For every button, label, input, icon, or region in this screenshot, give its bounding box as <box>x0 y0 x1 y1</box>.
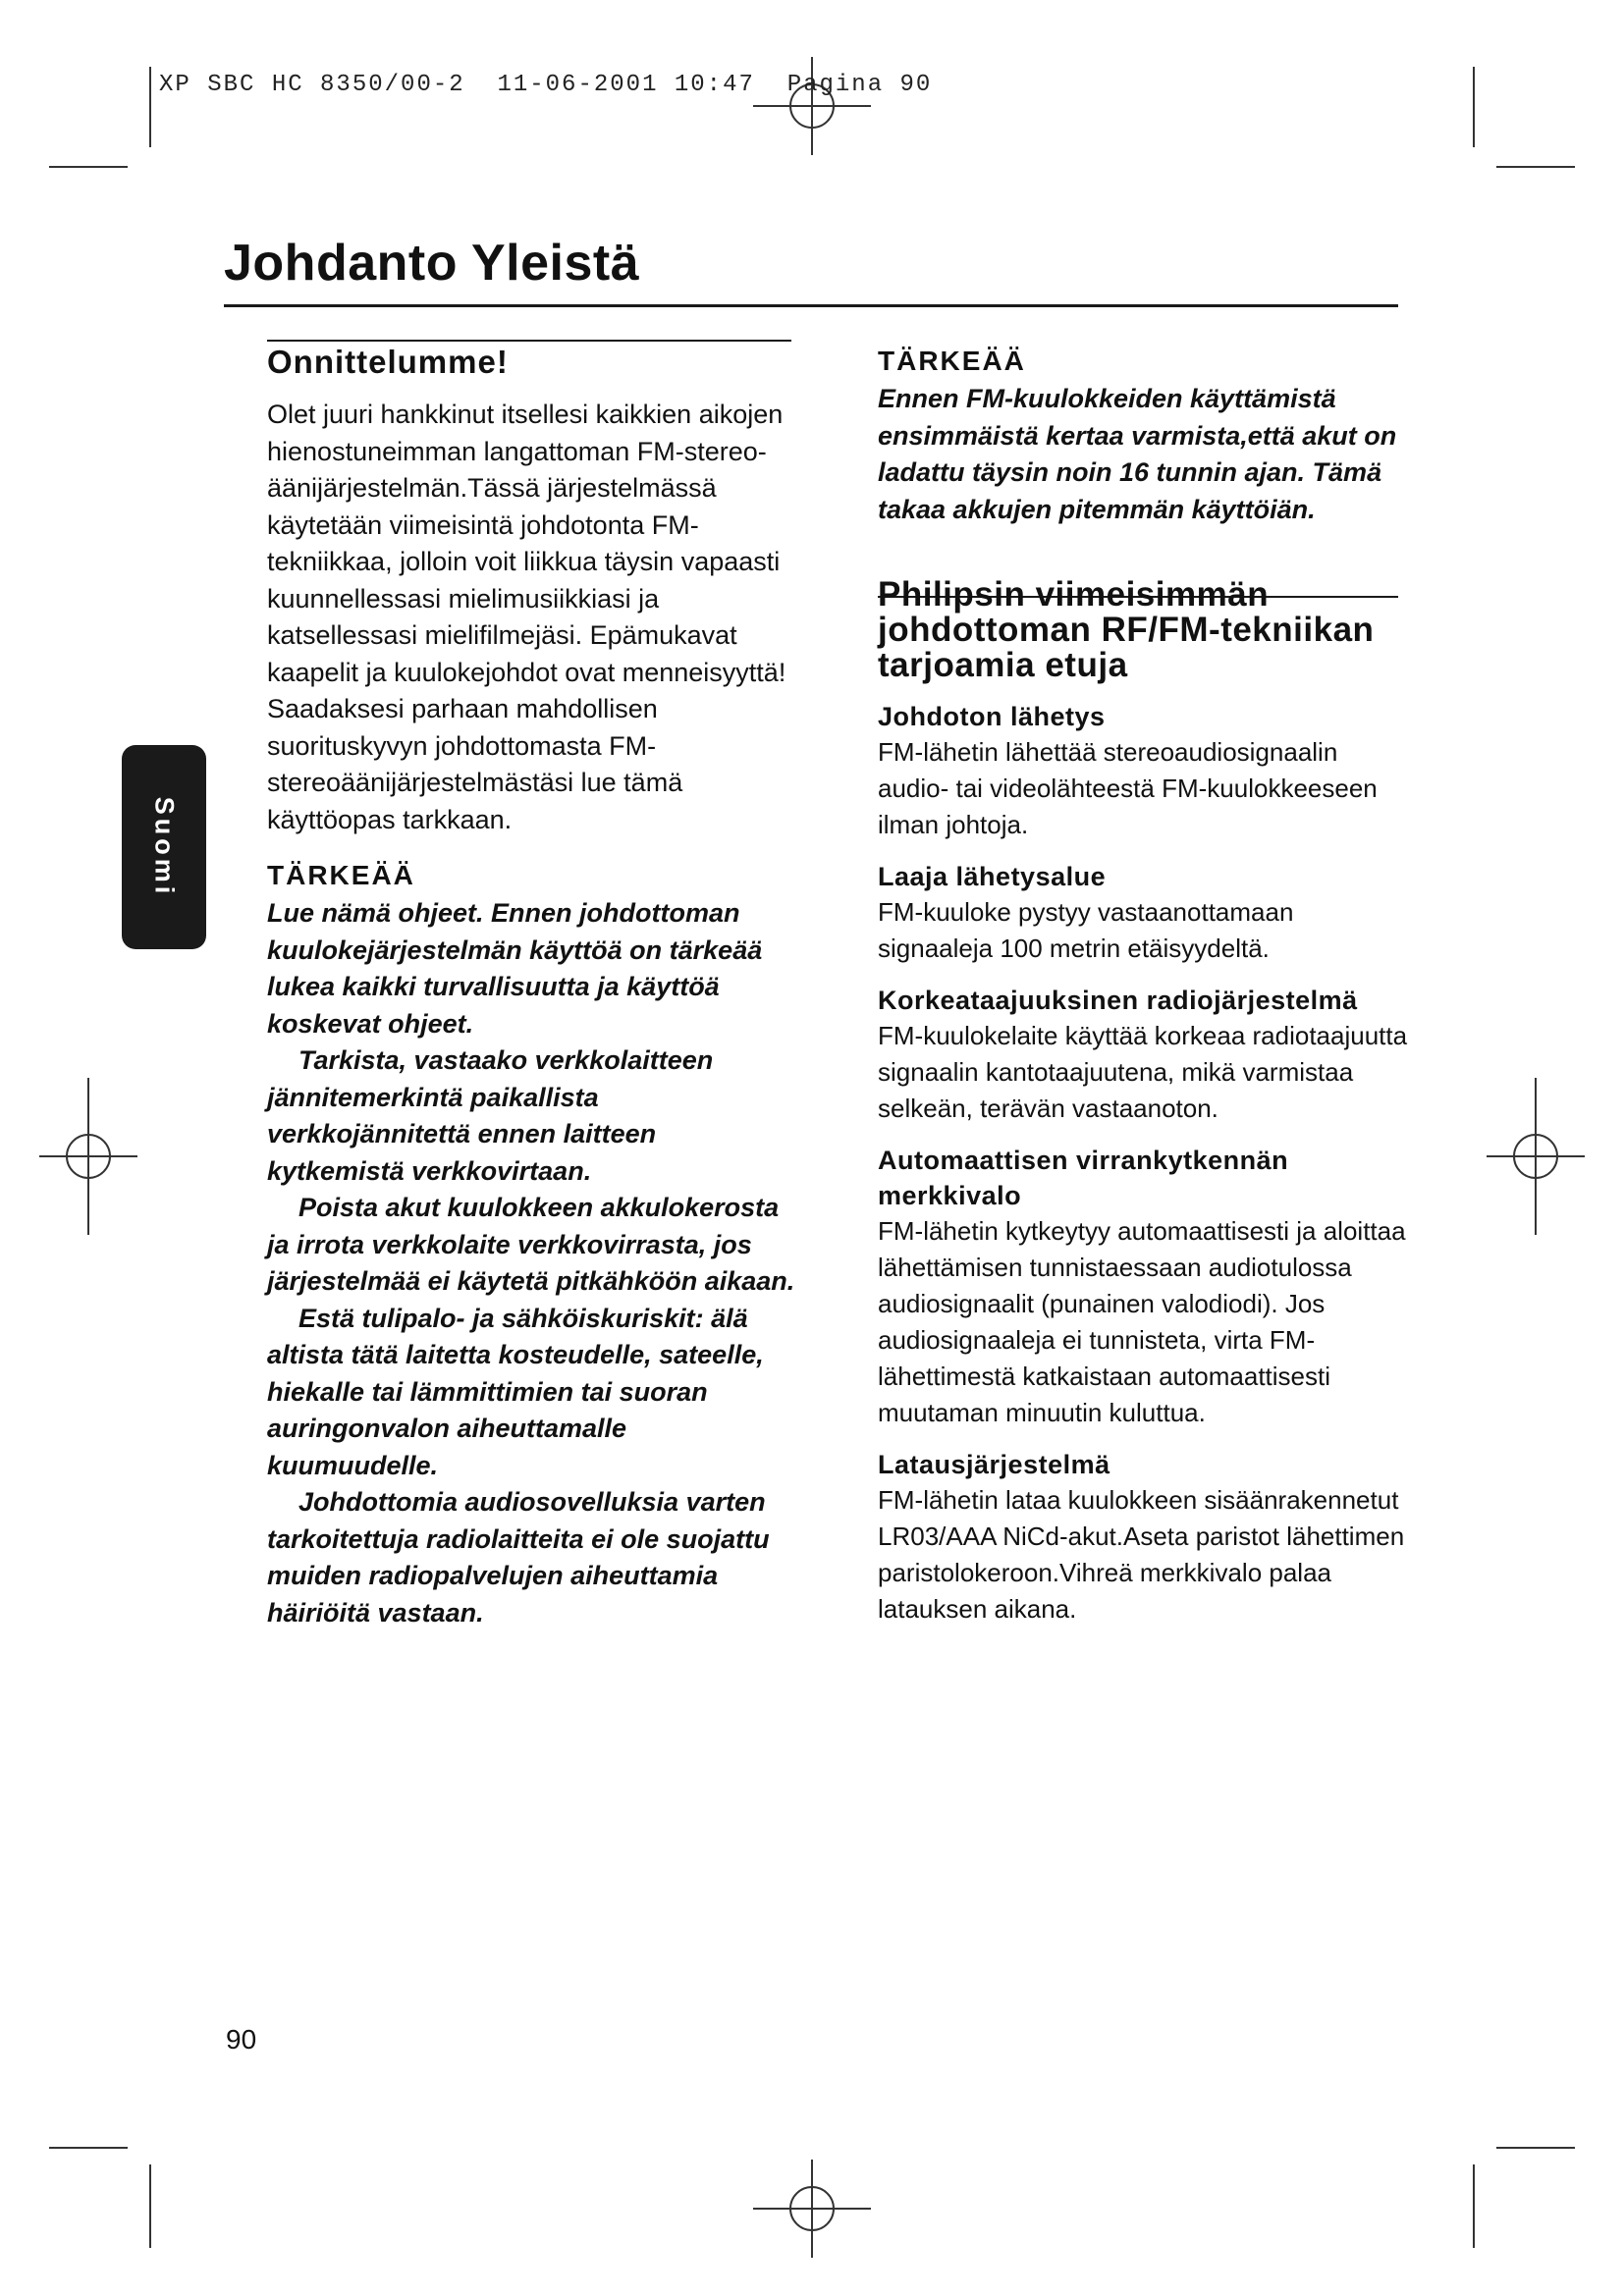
feature-body: FM-lähetin lähettää stereoaudiosignaalin audio- tai videolähteestä FM-kuulokkeeseen ilman johtoja. <box>878 737 1378 839</box>
important-heading-right: TÄRKEÄÄ <box>878 346 1026 376</box>
feature-body: FM-kuulokelaite käyttää korkeaa radiotaajuutta signaalin kantotaajuutena, mikä varmistaa selkeän, terävän vastaanoton. <box>878 1021 1408 1123</box>
header-slug: XP SBC HC 8350/00-2 11-06-2001 10:47 Pagina 90 <box>159 72 933 98</box>
language-tab-label: Suomi <box>149 796 180 898</box>
page-number: 90 <box>226 2024 257 2055</box>
registration-mark-right <box>1477 1078 1595 1235</box>
benefits-title: Philipsin viimeisimmän johdottoman RF/FM-tekniikan tarjoamia etuja <box>878 575 1375 684</box>
registration-mark-top <box>753 47 871 165</box>
important-heading-left: TÄRKEÄÄ <box>267 860 415 890</box>
left-column <box>267 336 797 1631</box>
important-item: Poista akut kuulokkeen akkulokerosta ja irrota verkkolaite verkkovirrasta, jos järjestelmää ei käytetä pitkähköön aikaan. <box>267 1193 795 1296</box>
feature-title: Automaattisen virrankytkennän merkkivalo <box>878 1146 1289 1210</box>
title-rule <box>224 304 1398 307</box>
language-tab <box>122 745 206 949</box>
congrats-heading: Onnittelumme! <box>267 344 509 380</box>
feature-title: Johdoton lähetys <box>878 702 1106 731</box>
intro-paragraph: Olet juuri hankkinut itsellesi kaikkien aikojen hienostuneimman langattoman FM-stereo-äänijärjestelmän.Tässä järjestelmässä käytetään viimeisintä johdotonta FM-tekniikkaa, jolloin voit liikkua täysin vapaasti kuunnellessasi mielimusiikkiasi ja katsellessasi mielifilmejäsi. Epämukavat kaapelit ja kuulokejohdot ovat menneisyyttä! Saadaksesi parhaan mahdollisen suorituskyvyn johdottomasta FM-stereoäänijärjestelmästäsi lue tämä käyttöopas tarkkaan. <box>267 400 786 834</box>
right-column <box>878 346 1408 1628</box>
feature-title: Latausjärjestelmä <box>878 1450 1110 1479</box>
important-intro: Lue nämä ohjeet. Ennen johdottoman kuulokejärjestelmän käyttöä on tärkeää lukea kaikki turvallisuutta ja käyttöä koskevat ohjeet. <box>267 898 763 1039</box>
feature-body: FM-lähetin kytkeytyy automaattisesti ja aloittaa lähettämisen tunnistaessaan audiotulossa audiosignaalit (punainen valodiodi). Jos audiosignaaleja ei tunnisteta, virta FM-lähettimestä katkaistaan automaattisesti muutaman minuutin kuluttua. <box>878 1216 1406 1427</box>
feature-body: FM-lähetin lataa kuulokkeen sisäänrakennetut LR03/AAA NiCd-akut.Aseta paristot lähettimen paristolokeroon.Vihreä merkkivalo palaa latauksen aikana. <box>878 1485 1405 1624</box>
important-charging-note: Ennen FM-kuulokkeiden käyttämistä ensimmäistä kertaa varmista,että akut on ladattu täysin noin 16 tunnin ajan. Tämä takaa akkujen pitemmän käyttöiän. <box>878 384 1397 524</box>
feature-body: FM-kuuloke pystyy vastaanottamaan signaaleja 100 metrin etäisyydeltä. <box>878 897 1294 963</box>
important-item: Estä tulipalo- ja sähköiskuriskit: älä altista tätä laitetta kosteudelle, sateelle, hiekalle tai lämmittimien tai suoran auringonvalon aiheuttamalle kuumuudelle. <box>267 1303 764 1480</box>
feature-title: Korkeataajuuksinen radiojärjestelmä <box>878 986 1358 1015</box>
feature-title: Laaja lähetysalue <box>878 862 1107 891</box>
important-item: Tarkista, vastaako verkkolaitteen jännitemerkintä paikallista verkkojännitettä ennen laitteen kytkemistä verkkovirtaan. <box>267 1045 714 1186</box>
page-title: Johdanto Yleistä <box>224 235 640 292</box>
important-item: Johdottomia audiosovelluksia varten tarkoitettuja radiolaitteita ei ole suojattu muiden radiopalvelujen aiheuttamia häiriöitä vastaan. <box>267 1487 770 1628</box>
registration-mark-bottom <box>753 2150 871 2268</box>
registration-mark-left <box>29 1078 147 1235</box>
